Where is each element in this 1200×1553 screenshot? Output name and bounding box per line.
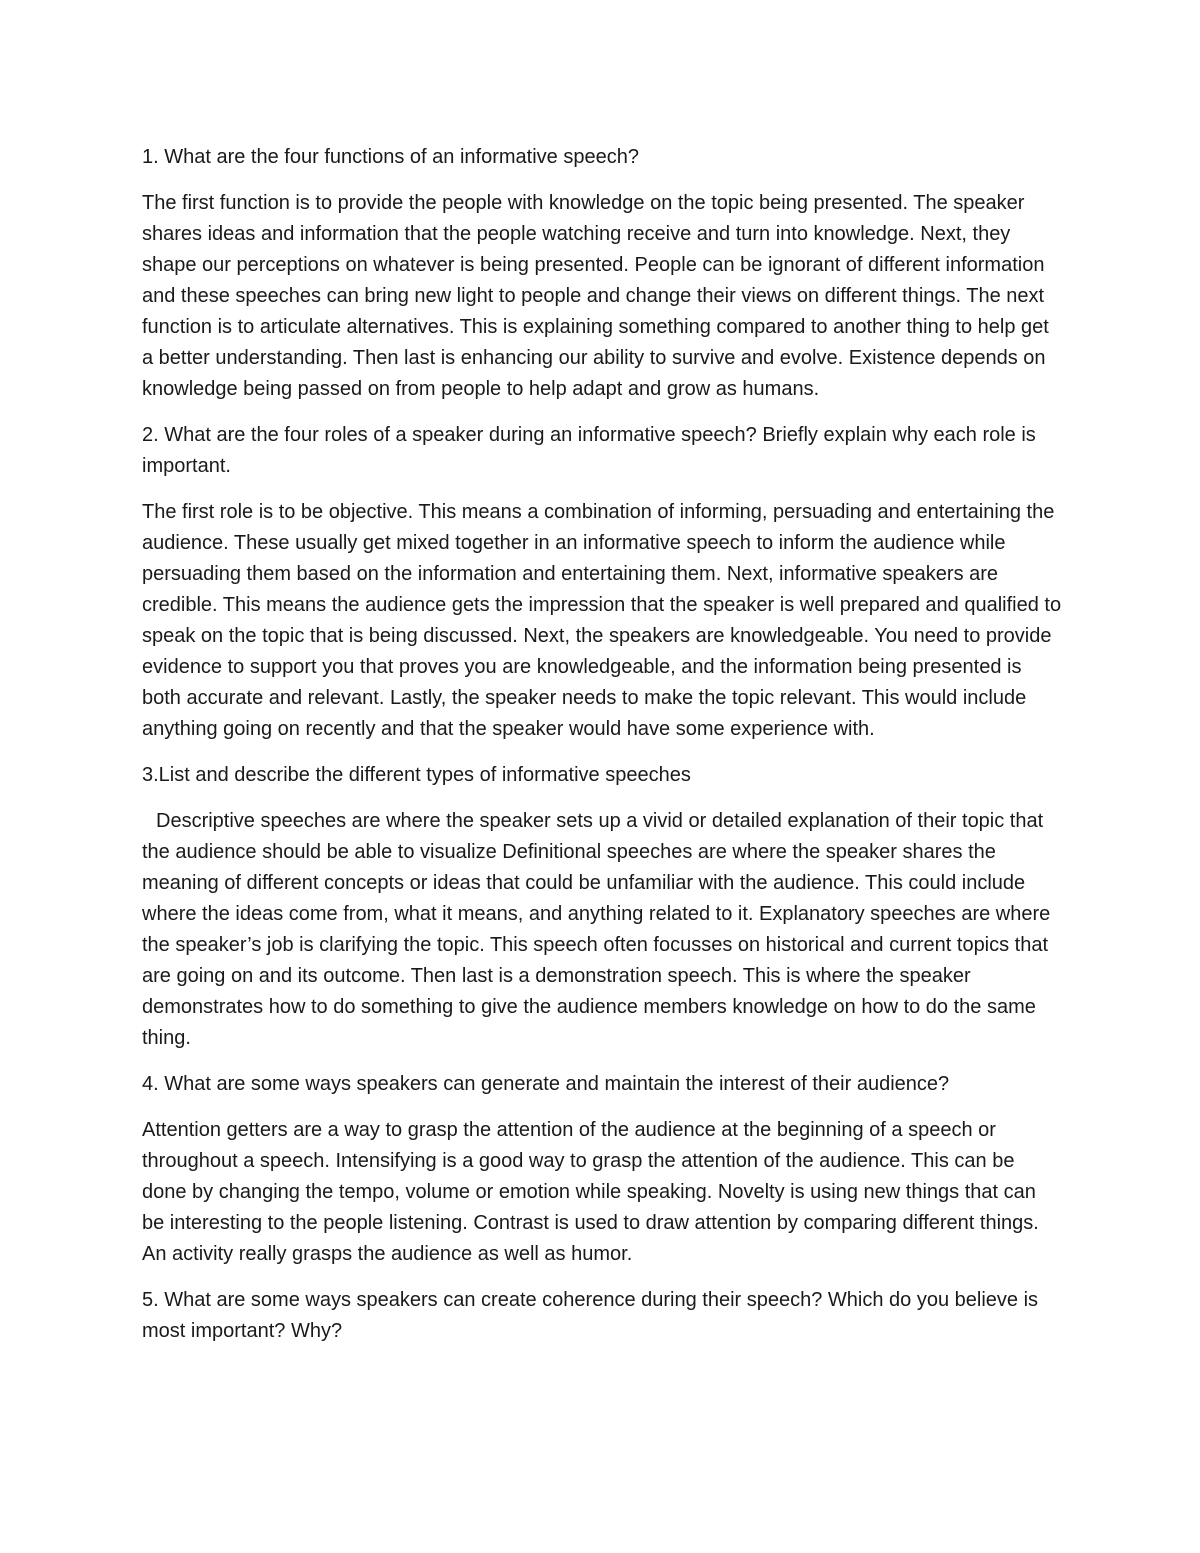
question-3: 3.List and describe the different types of informative speeches [142,764,691,786]
answer-1: The first function is to provide the people with knowledge on the topic being presented. The speaker shares ideas and information that the people watching receive and turn into knowledge. Next, they shape our perceptions on whatever is being presented. People can be ignorant of different information and these speeches can bring new light to people and change their views on different things. The next function is to articulate alternatives. This is explaining something compared to another thing to help get a better understanding. Then last is enhancing our ability to survive and evolve. Existence depends on knowledge being passed on from people to help adapt and grow as humans. [142,192,1049,400]
question-4: 4. What are some ways speakers can generate and maintain the interest of their audience? [142,1073,950,1095]
answer-3: Descriptive speeches are where the speaker sets up a vivid or detailed explanation of their topic that the audience should be able to visualize Definitional speeches are where the speaker shares the meaning of different concepts or ideas that could be unfamiliar with the audience. This could include where the ideas come from, what it means, and anything related to it. Explanatory speeches are where the speaker’s job is clarifying the topic. This speech often focusses on historical and current topics that are going on and its outcome. Then last is a demonstration speech. This is where the speaker demonstrates how to do something to give the audience members knowledge on how to do the same thing. [142,810,1051,1049]
document-body [142,142,1062,1362]
question-1: 1. What are the four functions of an informative speech? [142,146,639,168]
question-2: 2. What are the four roles of a speaker during an informative speech? Briefly explain why each role is important. [142,424,1036,477]
question-5: 5. What are some ways speakers can create coherence during their speech? Which do you believe is most important? Why? [142,1289,1039,1342]
answer-2: The first role is to be objective. This means a combination of informing, persuading and entertaining the audience. These usually get mixed together in an informative speech to inform the audience while persuading them based on the information and entertaining them. Next, informative speakers are credible. This means the audience gets the impression that the speaker is well prepared and qualified to speak on the topic that is being discussed. Next, the speakers are knowledgeable. You need to provide evidence to support you that proves you are knowledgeable, and the information being presented is both accurate and relevant. Lastly, the speaker needs to make the topic relevant. This would include anything going on recently and that the speaker would have some experience with. [142,501,1062,740]
answer-4: Attention getters are a way to grasp the attention of the audience at the beginning of a speech or throughout a speech. Intensifying is a good way to grasp the attention of the audience. This can be done by changing the tempo, volume or emotion while speaking. Novelty is using new things that can be interesting to the people listening. Contrast is used to draw attention by comparing different things. An activity really grasps the audience as well as humor. [142,1119,1039,1265]
